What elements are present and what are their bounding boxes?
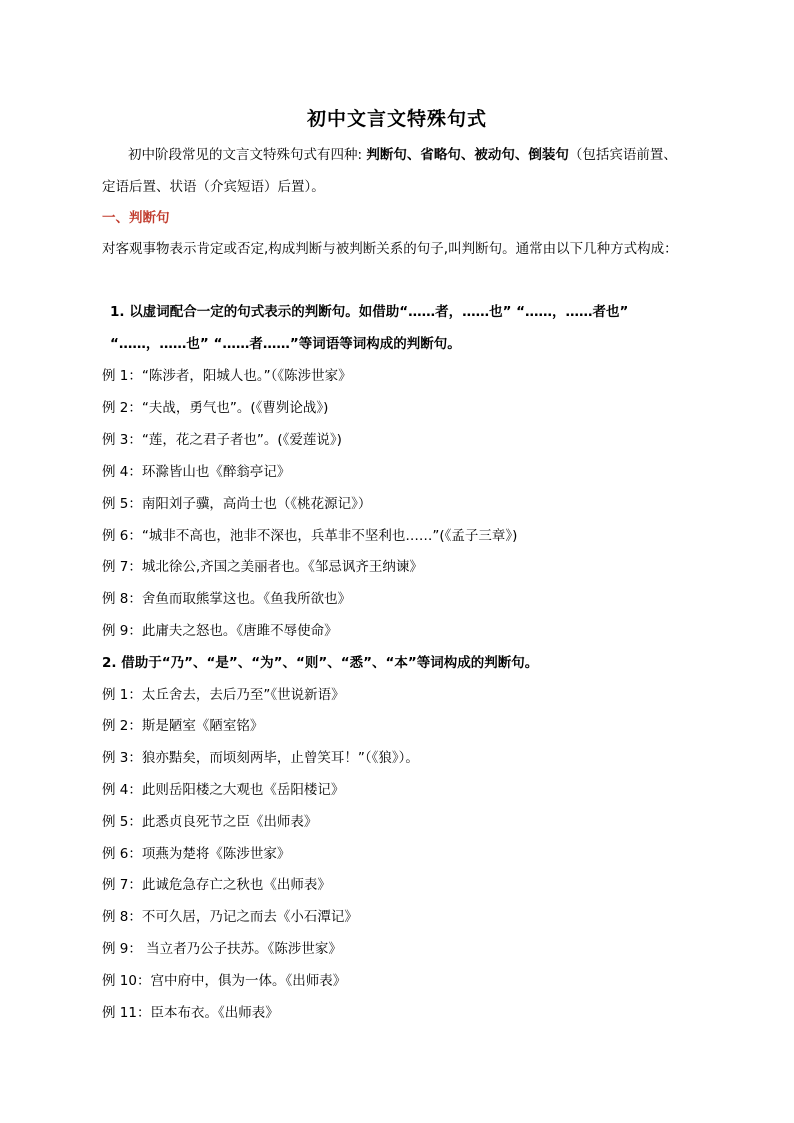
example-item: 例 10：宫中府中，俱为一体。《出师表》 xyxy=(102,973,347,989)
example-item: 例 9： 当立者乃公子扶苏。《陈涉世家》 xyxy=(102,941,342,957)
intro-line-1 xyxy=(128,145,734,165)
example-item: 例 4：环滁皆山也《醉翁亭记》 xyxy=(102,464,291,480)
example-item: 例 3：狼亦黠矣，而顷刻两毕，止曾笑耳！”（《狼》）。 xyxy=(102,750,419,766)
subheading-2: 2. 借助于“乃”、“是”、“为”、“则”、“悉”、“本”等词构成的判断句。 xyxy=(102,655,539,671)
example-item: 例 5：此悉贞良死节之臣《出师表》 xyxy=(102,814,318,830)
intro-suffix: （包括宾语前置、 xyxy=(568,147,677,163)
example-item: 例 9：此庸夫之怒也。《唐雎不辱使命》 xyxy=(102,623,338,639)
example-item: 例 1：太丘舍去，去后乃至”《世说新语》 xyxy=(102,687,345,703)
example-item: 例 8：不可久居，乃记之而去《小石潭记》 xyxy=(102,909,358,925)
section-heading-judgment: 一、判断句 xyxy=(102,210,170,226)
subheading-1-line-1: 1. 以虚词配合一定的句式表示的判断句。如借助“……者，……也” “……，……者也” xyxy=(110,304,629,320)
example-item: 例 7：城北徐公,齐国之美丽者也。《邹忌讽齐王纳谏》 xyxy=(102,559,423,575)
example-item: 例 4：此则岳阳楼之大观也《岳阳楼记》 xyxy=(102,782,345,798)
intro-prefix: 初中阶段常见的文言文特殊句式有四种: xyxy=(128,147,367,163)
example-item: 例 7：此诚危急存亡之秋也《出师表》 xyxy=(102,877,331,893)
subheading-1-line-2: “……，……也” “……者……”等词语等词构成的判断句。 xyxy=(110,336,461,352)
intro-sentence-types: 判断句、省略句、被动句、倒装句 xyxy=(366,147,569,163)
example-item: 例 2：斯是陋室《陋室铭》 xyxy=(102,718,264,734)
example-item: 例 8：舍鱼而取熊掌这也。《鱼我所欲也》 xyxy=(102,591,352,607)
example-item: 例 11：臣本布衣。《出师表》 xyxy=(102,1005,279,1021)
example-item: 例 6：项燕为楚将《陈涉世家》 xyxy=(102,846,291,862)
example-item: 例 5：南阳刘子骥，高尚士也（《桃花源记》） xyxy=(102,496,372,512)
intro-line-2: 定语后置、状语（介宾短语）后置）。 xyxy=(102,179,325,195)
example-item: 例 2：“夫战，勇气也”。(《曹刿论战》) xyxy=(102,400,329,416)
section-definition: 对客观事物表示肯定或否定,构成判断与被判断关系的句子,叫判断句。通常由以下几种方式构成： xyxy=(102,241,678,257)
document-title: 初中文言文特殊句式 xyxy=(306,108,487,130)
example-item: 例 6：“城非不高也，池非不深也，兵革非不坚利也……”(《孟子三章》) xyxy=(102,528,518,544)
example-item: 例 3：“莲，花之君子者也”。(《爱莲说》) xyxy=(102,432,342,448)
example-item: 例 1：“陈涉者，阳城人也。”（《陈涉世家》 xyxy=(102,368,352,384)
